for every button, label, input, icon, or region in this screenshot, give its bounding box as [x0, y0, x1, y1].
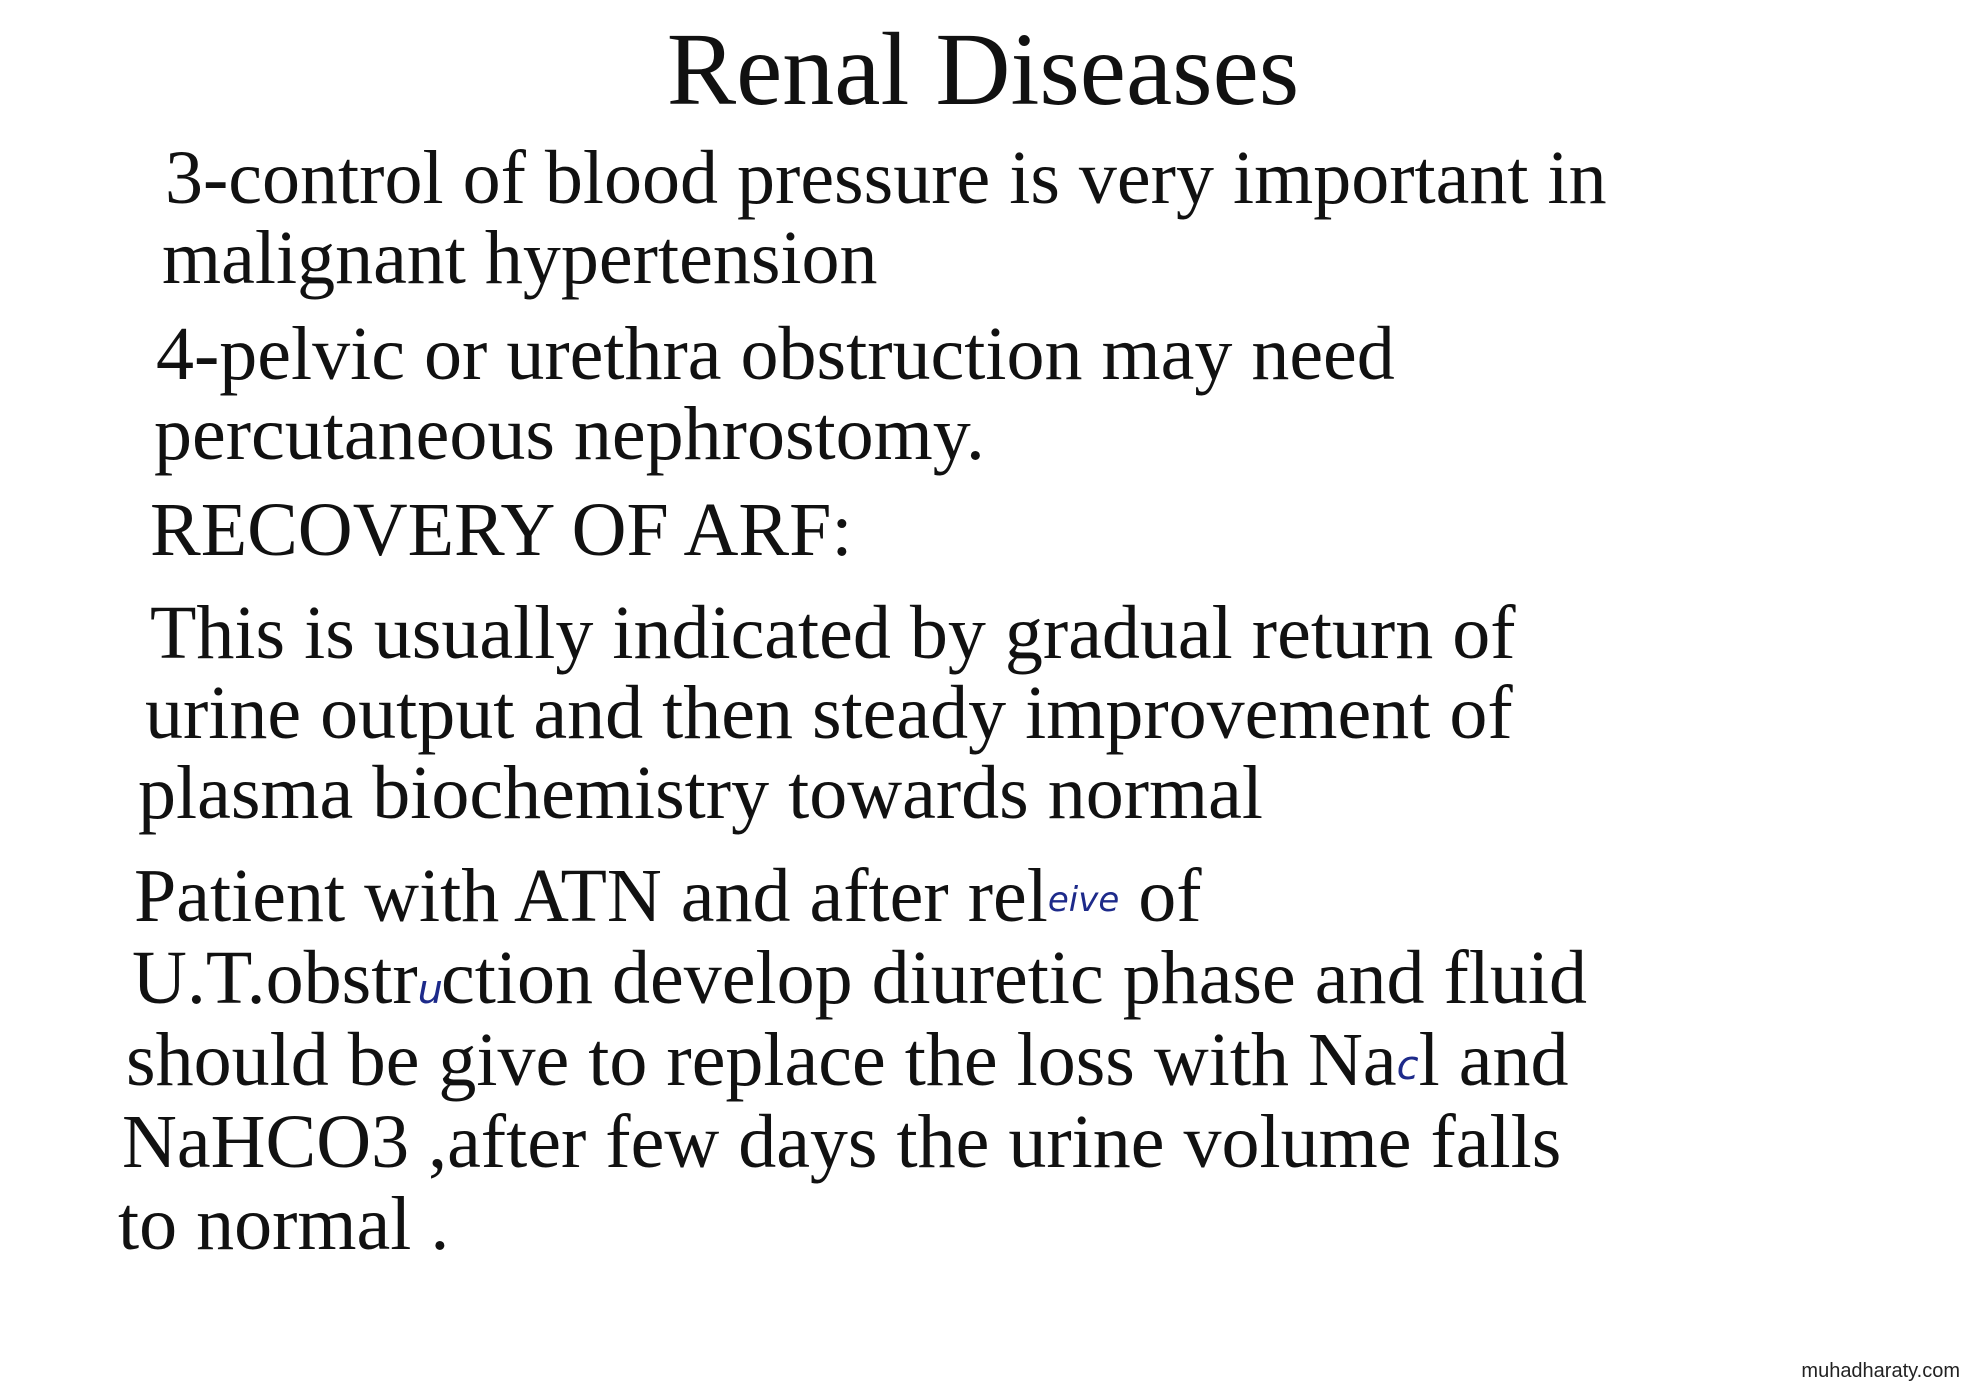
p1-line-2: malignant hypertension [162, 216, 878, 300]
p4-line-2 [132, 936, 1588, 1020]
p4-line-2-text-b: ction develop diuretic phase and fluid [441, 936, 1588, 1020]
p3-line-3: plasma biochemistry towards normal [138, 751, 1263, 835]
handwritten-correction: c [1396, 1043, 1419, 1089]
p4-line-1 [134, 854, 1202, 938]
section-heading: RECOVERY OF ARF: [150, 488, 853, 572]
watermark: muhadharaty.com [1801, 1360, 1960, 1382]
handwritten-correction: u [417, 967, 442, 1013]
handwritten-correction: eive [1047, 880, 1120, 920]
p2-line-2: percutaneous nephrostomy. [154, 392, 985, 476]
p4-line-2-text-a: U.T.obstr [132, 936, 418, 1020]
p3-line-2: urine output and then steady improvement of [145, 671, 1513, 755]
p4-line-4: NaHCO3 ,after few days the urine volume falls [122, 1100, 1562, 1184]
p4-line-1-text-b: of [1119, 854, 1202, 938]
p4-line-3-text-a: should be give to replace the loss with Na [126, 1018, 1397, 1102]
slide-title: Renal Diseases [666, 12, 1300, 127]
p4-line-3-text-b: l and [1418, 1018, 1569, 1102]
p4-line-5: to normal . [118, 1182, 450, 1266]
p3-line-1: This is usually indicated by gradual return of [150, 591, 1516, 675]
p4-line-1-text-a: Patient with ATN and after rel [134, 854, 1048, 938]
p2-line-1: 4-pelvic or urethra obstruction may need [156, 312, 1395, 396]
p4-line-3 [126, 1018, 1569, 1102]
p1-line-1: 3-control of blood pressure is very important in [165, 136, 1607, 220]
